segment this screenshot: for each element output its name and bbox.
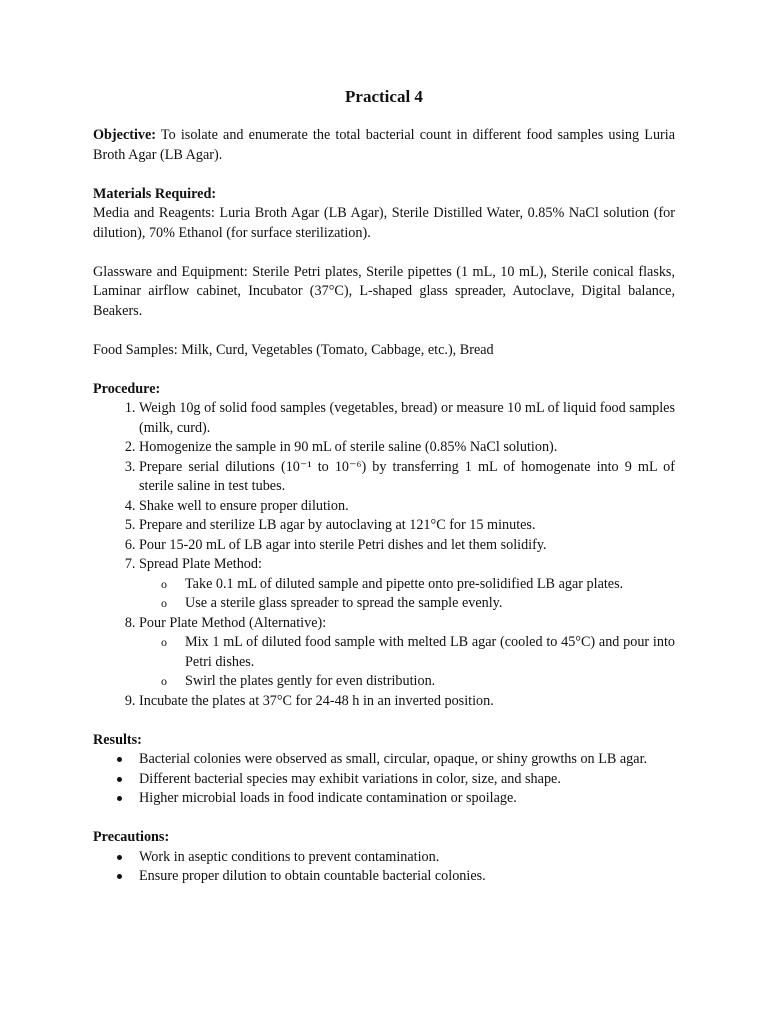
procedure-step <box>139 516 675 536</box>
procedure-step <box>139 497 675 517</box>
substep-item <box>161 633 675 672</box>
document-page <box>93 86 675 906</box>
results-item <box>139 789 675 809</box>
pour-plate-substeps <box>139 633 675 692</box>
substep-text: Swirl the plates gently for even distribution. <box>185 673 436 689</box>
results-item <box>139 750 675 770</box>
step-text: Pour 15-20 mL of LB agar into sterile Petri dishes and let them solidify. <box>139 536 547 553</box>
procedure-section <box>93 380 675 712</box>
hollow-bullet-icon: o <box>161 674 167 688</box>
food-samples-paragraph: Food Samples: Milk, Curd, Vegetables (Tomato, Cabbage, etc.), Bread <box>93 341 494 358</box>
results-heading: Results: <box>93 731 142 748</box>
step-text: Prepare and sterilize LB agar by autoclaving at 121°C for 15 minutes. <box>139 517 536 533</box>
procedure-steps <box>93 399 675 711</box>
precautions-item-text: Ensure proper dilution to obtain countable bacterial colonies. <box>139 868 486 884</box>
hollow-bullet-icon: o <box>161 576 167 591</box>
procedure-step <box>139 399 675 438</box>
precautions-list <box>93 848 675 887</box>
objective-text: To isolate and enumerate the total bacterial count in different food samples using Luria Broth Agar (LB Agar). <box>93 127 675 163</box>
materials-heading: Materials Required: <box>93 185 217 202</box>
procedure-heading: Procedure: <box>93 380 161 397</box>
step-text: Homogenize the sample in 90 mL of sterile saline (0.85% NaCl solution). <box>139 439 558 455</box>
precautions-item <box>139 867 675 887</box>
glassware-equipment-paragraph: Glassware and Equipment: Sterile Petri plates, Sterile pipettes (1 mL, 10 mL), Sterile conical flasks, Laminar airflow cabinet, Incubator (37°C), L-shaped glass spreader, Autoclave, Digital balance, Beakers. <box>93 263 675 319</box>
objective-paragraph <box>93 126 675 165</box>
substep-item <box>161 672 675 692</box>
procedure-step <box>139 555 675 614</box>
substep-text: Take 0.1 mL of diluted sample and pipette onto pre-solidified LB agar plates. <box>185 575 624 592</box>
step-text: Pour Plate Method (Alternative): <box>139 614 327 631</box>
spread-plate-substeps <box>139 575 675 614</box>
results-item <box>139 770 675 790</box>
precautions-heading: Precautions: <box>93 829 170 845</box>
step-text: Prepare serial dilutions (10⁻¹ to 10⁻⁶) by transferring 1 mL of homogenate into 9 mL of sterile saline in test tubes. <box>139 458 675 494</box>
bullet-dot-icon <box>117 777 122 782</box>
objective-label: Objective: <box>93 127 157 143</box>
substep-item <box>161 594 675 614</box>
results-list <box>93 750 675 809</box>
procedure-step <box>139 438 675 458</box>
bullet-dot-icon <box>117 874 122 879</box>
precautions-item <box>139 848 675 868</box>
bullet-dot-icon <box>117 757 122 762</box>
results-item-text: Bacterial colonies were observed as small, circular, opaque, or shiny growths on LB agar. <box>139 751 648 767</box>
substep-item <box>161 575 675 595</box>
step-text: Spread Plate Method: <box>139 556 262 572</box>
hollow-bullet-icon: o <box>161 635 167 649</box>
procedure-step <box>139 614 675 692</box>
results-item-text: Different bacterial species may exhibit variations in color, size, and shape. <box>139 770 561 787</box>
substep-text: Use a sterile glass spreader to spread the sample evenly. <box>185 595 503 611</box>
substep-text: Mix 1 mL of diluted food sample with melted LB agar (cooled to 45°C) and pour into Petri dishes. <box>185 634 675 670</box>
bullet-dot-icon <box>117 796 122 801</box>
page-title: Practical 4 <box>345 87 423 106</box>
procedure-step <box>139 536 675 556</box>
step-text: Incubate the plates at 37°C for 24-48 h in an inverted position. <box>139 692 494 709</box>
media-reagents-paragraph: Media and Reagents: Luria Broth Agar (LB Agar), Sterile Distilled Water, 0.85% NaCl solution (for dilution), 70% Ethanol (for surface sterilization). <box>93 205 675 241</box>
bullet-dot-icon <box>117 855 122 860</box>
step-text: Shake well to ensure proper dilution. <box>139 497 349 514</box>
hollow-bullet-icon: o <box>161 596 167 610</box>
procedure-step <box>139 458 675 497</box>
results-item-text: Higher microbial loads in food indicate contamination or spoilage. <box>139 790 517 806</box>
step-text: Weigh 10g of solid food samples (vegetables, bread) or measure 10 mL of liquid food samples (milk, curd). <box>139 400 675 436</box>
procedure-step <box>139 692 675 712</box>
results-section <box>93 731 675 809</box>
precautions-section <box>93 828 675 887</box>
precautions-item-text: Work in aseptic conditions to prevent contamination. <box>139 848 440 865</box>
